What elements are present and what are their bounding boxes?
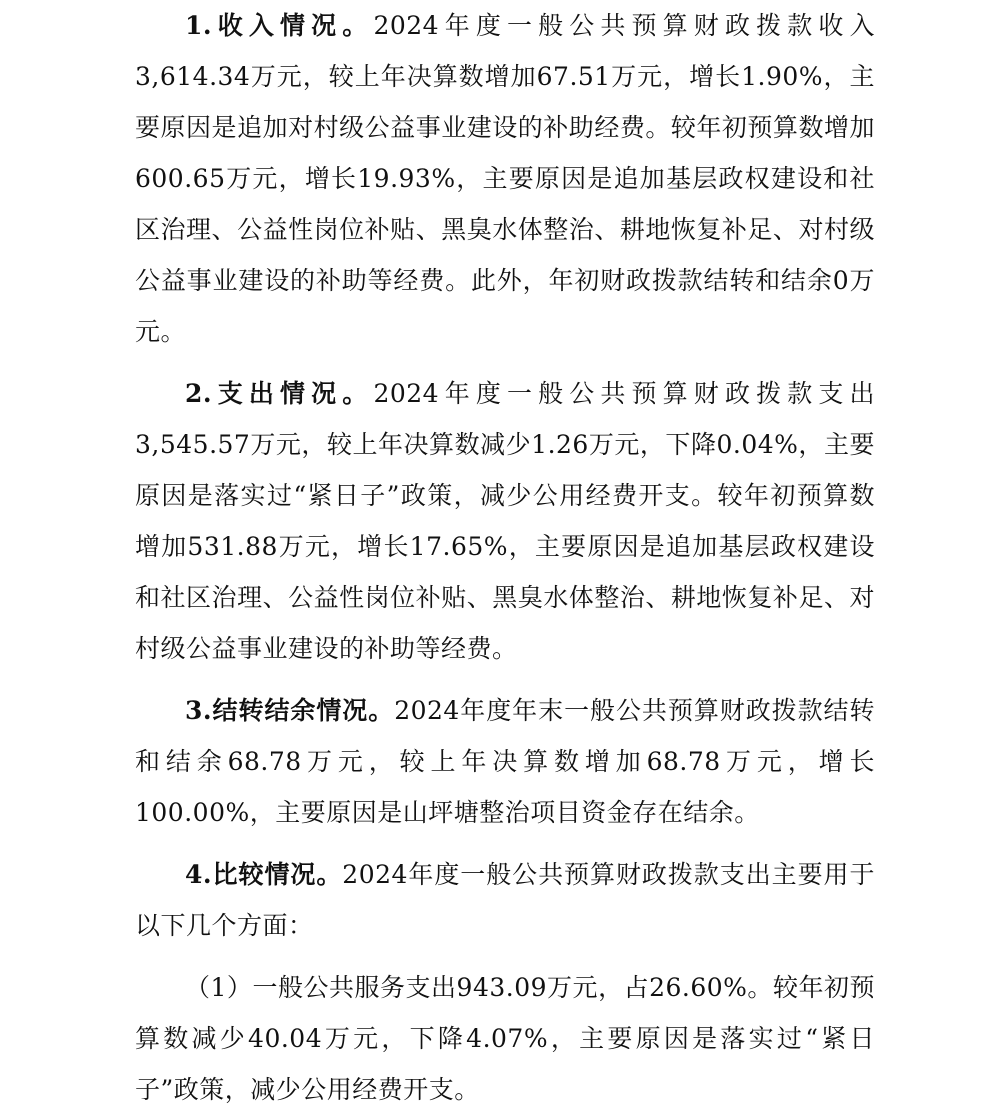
- paragraph-item-1: [135, 962, 875, 1115]
- heading-expenditure: 2.支出情况。: [185, 379, 374, 408]
- document-page: [135, 0, 875, 1115]
- paragraph-comparison: [135, 849, 875, 951]
- paragraph-carryover: [135, 685, 875, 838]
- heading-income: 1.收入情况。: [185, 11, 374, 40]
- heading-comparison: 4.比较情况。: [185, 860, 343, 889]
- heading-carryover: 3.结转结余情况。: [185, 696, 395, 725]
- paragraph-expenditure: [135, 368, 875, 674]
- text-item-1: （1）一般公共服务支出943.09万元，占26.60%。较年初预算数减少40.04万元，下降4.07%，主要原因是落实过“紧日子”政策，减少公用经费开支。: [135, 973, 875, 1104]
- text-comparison: 2024年度一般公共预算财政拨款支出主要用于以下几个方面：: [135, 860, 875, 940]
- paragraph-income: [135, 0, 875, 357]
- text-carryover: 2024年度年末一般公共预算财政拨款结转和结余68.78万元，较上年决算数增加68.78万元，增长100.00%，主要原因是山坪塘整治项目资金存在结余。: [135, 696, 876, 827]
- text-expenditure: 2024年度一般公共预算财政拨款支出3,545.57万元，较上年决算数减少1.26万元，下降0.04%，主要原因是落实过“紧日子”政策，减少公用经费开支。较年初预算数增加531.88万元，增长17.65%，主要原因是追加基层政权建设和社区治理、公益性岗位补贴、黑臭水体整治、耕地恢复补足、对村级公益事业建设的补助等经费。: [135, 379, 875, 663]
- text-income: 2024年度一般公共预算财政拨款收入3,614.34万元，较上年决算数增加67.51万元，增长1.90%，主要原因是追加对村级公益事业建设的补助经费。较年初预算数增加600.65万元，增长19.93%，主要原因是追加基层政权建设和社区治理、公益性岗位补贴、黑臭水体整治、耕地恢复补足、对村级公益事业建设的补助等经费。此外，年初财政拨款结转和结余0万元。: [135, 11, 875, 346]
